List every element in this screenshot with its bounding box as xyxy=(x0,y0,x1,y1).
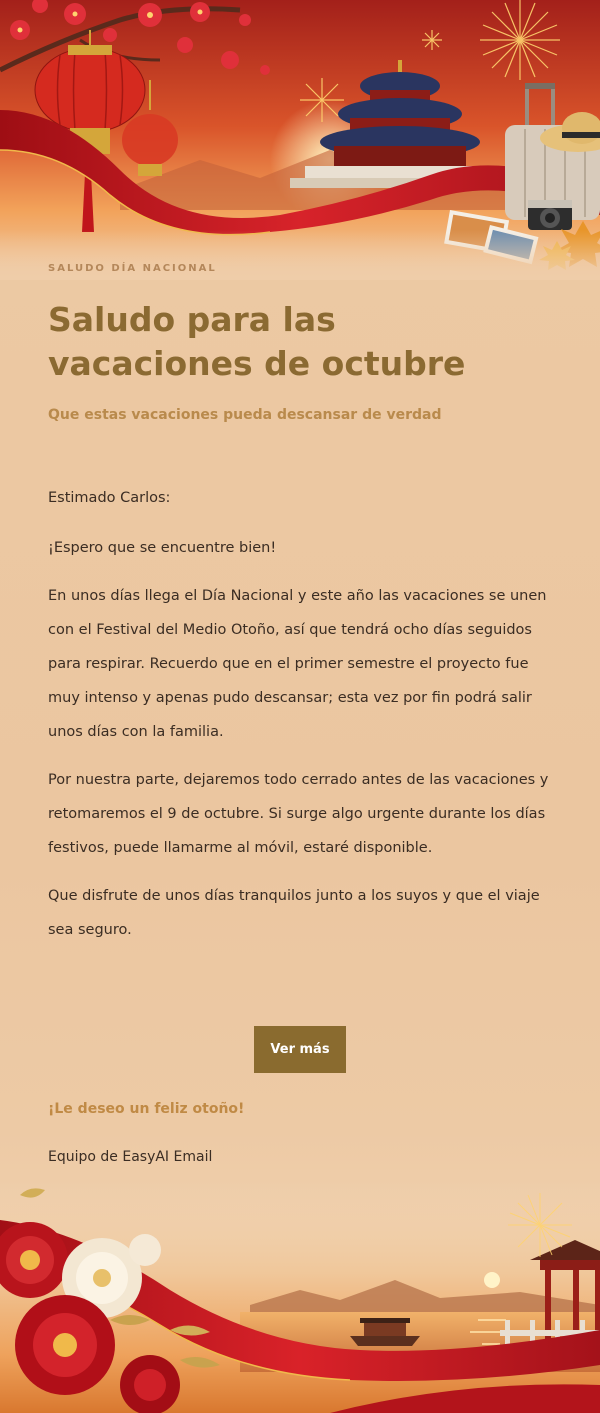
body-paragraph-3: Por nuestra parte, dejaremos todo cerrado antes de las vacaciones y retomaremos el 9 de octubre. Si surge algo urgente durante los días festivos, puede llamarme al móvil, estaré disponible. xyxy=(48,772,549,856)
signature: Equipo de EasyAI Email xyxy=(48,1149,213,1165)
greeting: Estimado Carlos: xyxy=(48,490,171,506)
body-paragraph-4: Que disfrute de unos días tranquilos junto a los suyos y que el viaje sea seguro. xyxy=(48,888,540,938)
email-subtitle: Que estas vacaciones pueda descansar de verdad xyxy=(48,407,442,423)
email-body xyxy=(48,481,553,961)
closing-wish: ¡Le deseo un feliz otoño! xyxy=(48,1101,245,1117)
hero-art-icon xyxy=(0,0,600,280)
ver-mas-button[interactable]: Ver más xyxy=(254,1026,346,1073)
eyebrow-label: SALUDO DÍA NACIONAL xyxy=(48,263,217,274)
footer-art-icon xyxy=(0,1180,600,1413)
hero-illustration xyxy=(0,0,600,280)
body-paragraph-1: ¡Espero que se encuentre bien! xyxy=(48,540,277,556)
email-title: Saludo para las vacaciones de octubre xyxy=(48,300,466,383)
footer-illustration xyxy=(0,1180,600,1413)
body-paragraph-2: En unos días llega el Día Nacional y este año las vacaciones se unen con el Festival del Medio Otoño, así que tendrá ocho días seguidos para respirar. Recuerdo que en el primer semestre el proyecto fue muy intenso y apenas pudo descansar; esta vez por fin podrá salir unos días con la familia. xyxy=(48,588,547,740)
